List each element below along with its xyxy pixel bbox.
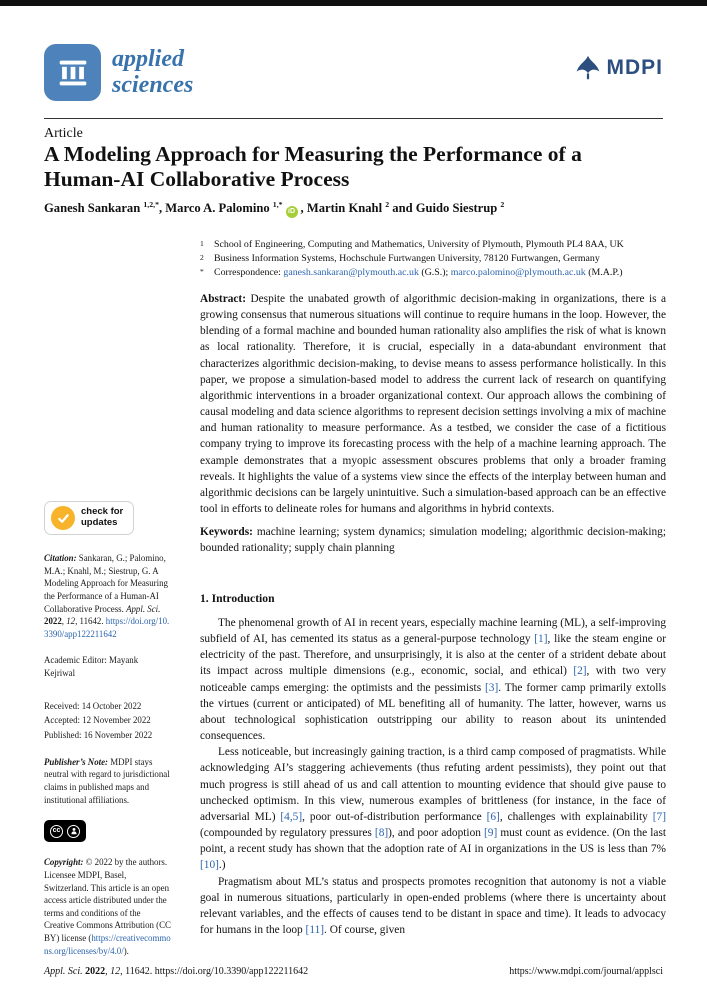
publisher-note: Publisher’s Note: MDPI stays neutral with regard to jurisdictional claims in published maps and institutional affiliations. xyxy=(44,756,170,805)
by-person-icon xyxy=(67,825,80,838)
affiliation-2-marker: 2 xyxy=(200,252,204,262)
published-date: Published: 16 November 2022 xyxy=(44,730,153,741)
correspondence-marker: * xyxy=(200,266,204,276)
cc-icon: cc xyxy=(50,825,63,838)
intro-paragraph-1: The phenomenal growth of AI in recent years, especially machine learning (ML), a self-improving subfield of AI, has cemented its status as a general-purpose technology [1], like the steam engine or electricity of the past. Therefore, and unsurprisingly, it is also at the center of a strident debate about its impact across multiple dimensions (e.g., economic, social, and ethical) [2], with two very noticeable camps emerging: the optimists and the pessimists [3]. The former camp primarily extolls the virtues (current or anticipated) of ML benefiting all of humanity. The latter, however, warns us about technological sophistication outstripping our ability to reason about its unintended consequences. xyxy=(200,617,667,743)
orcid-icon[interactable]: iD xyxy=(286,206,298,218)
affiliation-1 xyxy=(200,238,667,252)
authors-second-group: , Martin Knahl $^2$ and Guido Siestrup $^2$ xyxy=(300,200,505,216)
cc-by-license-badge[interactable] xyxy=(44,820,86,842)
text-link[interactable]: https://doi.org/10.3390/app122211642 xyxy=(44,616,170,639)
text-link[interactable]: https://creativecommons.org/licenses/by/4.0/ xyxy=(44,933,171,956)
affiliations xyxy=(200,238,667,280)
journal-name-line1: applied xyxy=(112,46,184,73)
footer-journal-url[interactable]: https://www.mdpi.com/journal/applsci xyxy=(509,966,663,977)
abstract-text: Despite the unabated growth of algorithmic decision-making in organizations, there is a growing consensus that numerous situations will continue to require humans in the loop. However, the blending of a formal machine and bounded human rationality also amplifies the risk of what is known as local rationality. Therefore, it is crucial, especially in a data-abundant environment that characterizes algorithmic decision-making, to devise means to assess performance holistically. In this paper, we propose a simulation-based model to address the current lack of research on quantifying algorithmic interventions in a broader organizational context. Our approach allows the combining of causal modeling and data science algorithms to represent decision settings involving a mix of machine and human rationality to measure performance. As a testbed, we consider the case of a fictitious company trying to improve its forecasting process with the help of a machine learning approach. The example demonstrates that a myopic assessment obscures problems that only a broader framing reveals. It highlights the value of a systems view since the effects of the interplay between human and algorithmic decisions can be largely unintuitive. Such a simulation-based approach can be an effective tool in efforts to delineate roles for humans and algorithms in hybrid contexts. xyxy=(200,293,666,516)
window-top-bar xyxy=(0,0,707,6)
citation-link[interactable]: [2] xyxy=(573,665,587,678)
text-link[interactable]: ganesh.sankaran@plymouth.ac.uk xyxy=(283,266,419,278)
text-link[interactable]: marco.palomino@plymouth.ac.uk xyxy=(450,266,586,278)
journal-name-line2: sciences xyxy=(112,71,194,98)
authors-first-group: Ganesh Sankaran $^{1,2,*}$, Marco A. Palomino $^{1,*}$ xyxy=(44,200,283,216)
check-for-updates-line2: updates xyxy=(81,517,118,528)
correspondence-text: Correspondence: ganesh.sankaran@plymouth.ac.uk (G.S.); marco.palomino@plymouth.ac.uk (M.A.P.) xyxy=(214,266,623,278)
citation-link[interactable]: [4,5] xyxy=(280,810,303,823)
mdpi-wordmark: MDPI xyxy=(606,56,663,79)
keywords-text: machine learning; system dynamics; simulation modeling; algorithmic decision-making; bounded rationality; supply chain planning xyxy=(200,526,666,555)
intro-paragraph-2: Less noticeable, but increasingly gaining traction, is a third camp composed of pragmatists. While acknowledging AI’s staggering achievements (thus refuting ardent pessimists), they point out that much progress is still ahead of us and call attention to mounting evidence that should give pause to unchecked optimism. In this view, numerous examples of brittleness (for instance, in the face of adversarial ML) [4,5], poor out-of-distribution performance [6], challenges with explainability [7] (compounded by regulatory pressures [8]), and poor adoption [9] must count as evidence. (On the last point, a recent study has shown that the adoption rate of AI in organizations in the US is less than 7% [10].) xyxy=(200,746,667,872)
abstract-label: Abstract: xyxy=(200,293,246,305)
mdpi-logo[interactable] xyxy=(574,54,664,82)
footer-citation: Appl. Sci. 2022, 12, 11642. https://doi.org/10.3390/app122211642 xyxy=(44,966,309,977)
left-margin-sidebar xyxy=(44,501,171,957)
correspondence-row xyxy=(200,266,667,280)
keywords-label: Keywords: xyxy=(200,526,253,538)
abstract xyxy=(200,291,666,517)
intro-paragraph-3: Pragmatism about ML’s status and prospects promotes recognition that autonomy is not a viable goal in numerous situations, particularly in open-ended problems (where there is uncertainty about relevant variables, and the effects of causes tend to be distant in space and time). It leads to advocacy for humans in the loop [11]. Of course, given xyxy=(200,875,666,936)
crossmark-check-icon xyxy=(51,506,75,530)
mdpi-emblem-icon xyxy=(574,54,602,82)
affiliation-2-text: Business Information Systems, Hochschule Furtwangen University, 78120 Furtwangen, Germany xyxy=(214,252,600,264)
check-for-updates-line1: check for xyxy=(81,506,124,518)
section-heading-introduction: 1. Introduction xyxy=(200,592,275,605)
citation-link[interactable]: [11] xyxy=(305,923,325,936)
citation-link[interactable]: [8] xyxy=(374,827,389,840)
article-type-label: Article xyxy=(44,126,83,141)
applied-sciences-building-icon xyxy=(44,44,101,101)
page-footer xyxy=(44,966,663,977)
main-content xyxy=(200,592,666,938)
applied-sciences-logo[interactable] xyxy=(44,44,193,101)
check-for-updates-label xyxy=(81,507,123,528)
citation-link[interactable]: [1] xyxy=(534,633,548,646)
academic-editor: Academic Editor: Mayank Kejriwal xyxy=(44,655,139,679)
article-title: A Modeling Approach for Measuring the Performance of a Human-AI Collaborative Process xyxy=(44,142,582,192)
journal-header xyxy=(44,44,663,101)
affiliation-1-text: School of Engineering, Computing and Mathematics, University of Plymouth, Plymouth PL4 8AA, UK xyxy=(214,239,624,250)
citation-link[interactable]: [9] xyxy=(484,827,498,840)
citation-link[interactable]: [7] xyxy=(652,810,666,823)
header-divider xyxy=(44,118,663,119)
accepted-date: Accepted: 12 November 2022 xyxy=(44,715,151,726)
author-line xyxy=(44,200,664,218)
citation-link[interactable]: [6] xyxy=(486,810,500,823)
citation-link[interactable]: [10] xyxy=(200,859,219,872)
affiliation-2 xyxy=(200,252,667,266)
received-date: Received: 14 October 2022 xyxy=(44,700,142,711)
citation-link[interactable]: [3] xyxy=(485,681,499,694)
check-for-updates-badge[interactable] xyxy=(44,501,134,535)
copyright-block: Copyright: © 2022 by the authors. Licensee MDPI, Basel, Switzerland. This article is an open access article distributed under the terms and conditions of the Creative Commons Attribution (CC BY) license (https://creativecommons.org/licenses/by/4.0/). xyxy=(44,857,171,956)
keywords xyxy=(200,524,666,556)
journal-name xyxy=(112,47,193,97)
citation-block: Citation: Sankaran, G.; Palomino, M.A.; Knahl, M.; Siestrup, G. A Modeling Approach for Measuring the Performance of a Human-AI Collaborative Process. Appl. Sci. 2022, 12, 11642. https://doi.org/10.3390/app122211642 xyxy=(44,553,170,639)
affiliation-1-marker: 1 xyxy=(200,239,204,248)
article-dates xyxy=(44,700,171,742)
